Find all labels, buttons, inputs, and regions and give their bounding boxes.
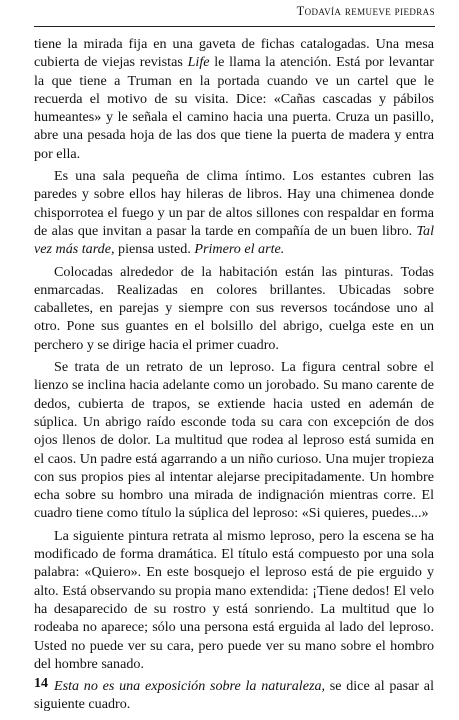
- italic-text: Primero el arte.: [194, 241, 285, 258]
- italic-text: Life: [187, 54, 210, 71]
- italic-text: Tal vez más tarde,: [34, 222, 434, 258]
- text-run: Es una sala pequeña de clima íntimo. Los estantes cubren las paredes y sobre ellos hay hileras de libros. Hay una chimenea donde chisporrotea el fuego y un par de altos sillones con respaldar en forma de alas que invitan a pasar la tarde en compañía de un buen libro.: [34, 168, 434, 239]
- body-text: [34, 35, 434, 714]
- paragraph: [34, 677, 434, 714]
- paragraph: [34, 527, 434, 673]
- header-rule: [34, 26, 435, 27]
- text-run: Colocadas alrededor de la habitación están las pinturas. Todas enmarcadas. Realizadas en colores brillantes. Ubicadas sobre caballetes, en parejas y siempre con sus reversos tocándose uno al otro. Pone sus guantes en el bolsillo del abrigo, cuelga este en un perchero y se dirige hacia el primer cuadro.: [34, 263, 434, 353]
- running-header: [297, 4, 435, 19]
- text-run: Se trata de un retrato de un leproso. La figura central sobre el lienzo se inclina hacia adelante como un jorobado. Su mano carente de dedos, cubierta de trapos, se extiende hacia usted en ademán de súplica. Un abrigo raído esconde toda su cara con excepción de dos ojos llenos de dolor. La multitud que rodea al leproso está sumida en el caos. Un padre está agarrando a un niño curioso. Una mujer tropieza con sus propios pies al intentar alejarse precipitadamente. Un hombre echa sobre su hombro una mirada de indignación mientras corre. El cuadro tiene como título la súplica del leproso: «Si quieres, puedes...»: [34, 359, 434, 522]
- text-run: La siguiente pintura retrata al mismo leproso, pero la escena se ha modificado de forma dramática. El título está compuesto por una sola palabra: «Quiero». En este bosquejo el leproso está de pie erguido y alto. Está observando su propia mano extendida: ¡Tiene dedos! El velo ha desaparecido de su rostro y está sonriendo. La multitud que lo rodeaba no aparece; sólo una persona está erguida al lado del leproso. Usted no puede ver su cara, pero puede ver su mano sobre el hombro del hombre sanado.: [34, 527, 434, 672]
- text-run: piensa usted.: [114, 241, 195, 258]
- running-title: Todavía remueve piedras: [296, 4, 435, 18]
- page-number: 14: [34, 676, 48, 691]
- text-run: tiene la mirada fija en una gaveta de fichas catalogadas. Una mesa cubierta de viejas revistas: [34, 36, 434, 71]
- text-run: le llama la atención. Está por levantar la que tiene a Truman en la portada cuando ve un cartel que le recuerda el motivo de su visita. Dice: «Cañas cascadas y pábilos humeantes» y le señala el camino hacia una puerta. Cruza un pasillo, abre una pesada hoja de las dos que tiene la puerta de madera y entra por ella.: [34, 54, 434, 162]
- paragraph: [34, 167, 434, 258]
- paragraph: [34, 263, 434, 354]
- italic-text: Esta no es una exposición sobre la naturaleza,: [54, 678, 326, 695]
- paragraph: [34, 358, 434, 523]
- text-run: se dice al pasar al siguiente cuadro.: [34, 678, 434, 713]
- paragraph: [34, 35, 434, 163]
